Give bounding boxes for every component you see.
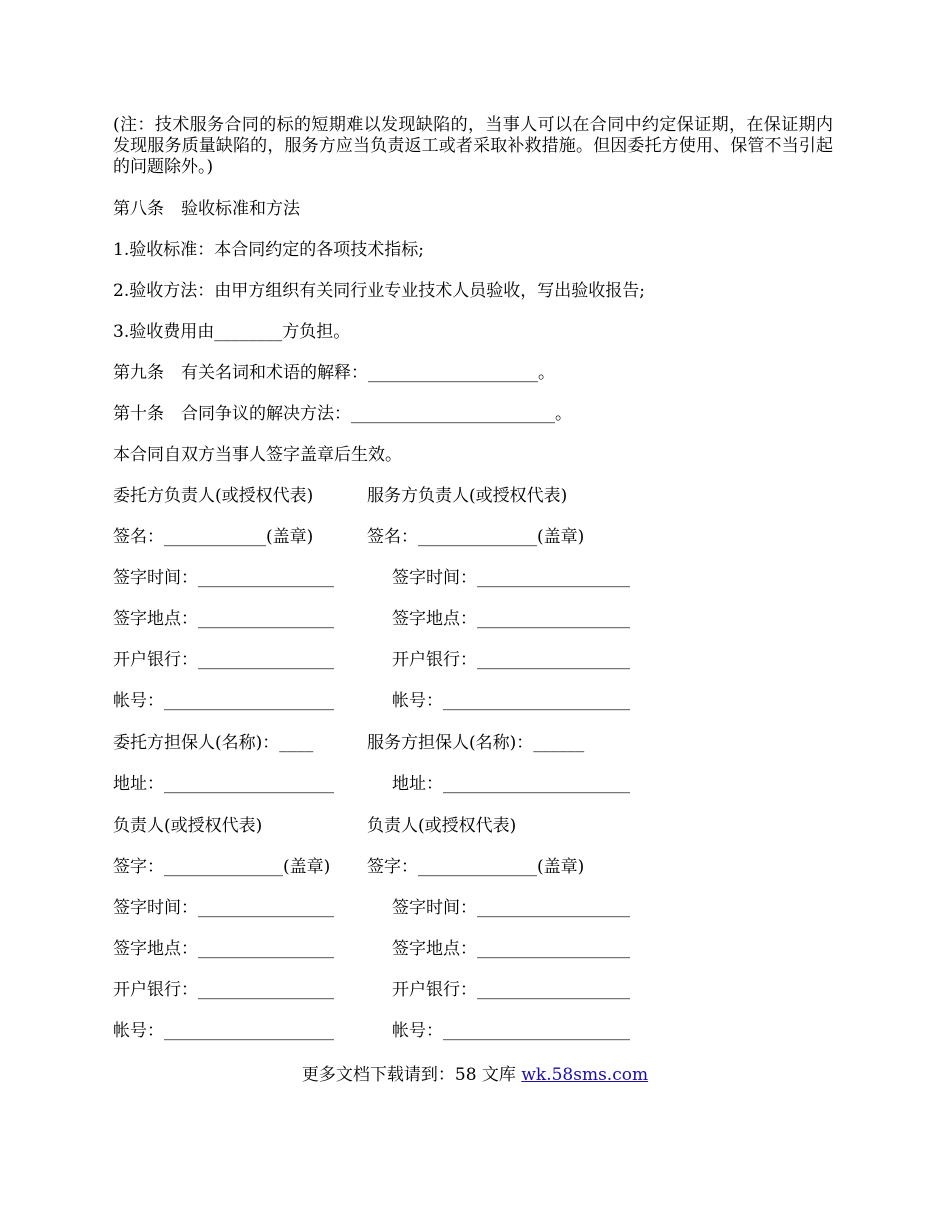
- provider-guarantor-rep: 负责人(或授权代表): [367, 816, 517, 836]
- client-signature-line: 签名：____________(盖章): [113, 527, 314, 547]
- article-8-item-3: 3.验收费用由________方负担。: [113, 322, 351, 342]
- provider-guarantor-sign: 签字：______________(盖章): [367, 857, 585, 877]
- article-8-item-2: 2.验收方法：由甲方组织有关同行业专业技术人员验收，写出验收报告;: [113, 281, 645, 301]
- provider-account: 帐号：______________________: [392, 691, 630, 711]
- client-sign-time: 签字时间：________________: [113, 568, 334, 588]
- provider-guarantor-heading: 服务方担保人(名称)：______: [367, 733, 585, 753]
- provider-sign-time: 签字时间：__________________: [392, 568, 630, 588]
- footer: [0, 1064, 950, 1086]
- provider-bank: 开户银行：__________________: [392, 650, 630, 670]
- provider-principal-heading: 服务方负责人(或授权代表): [367, 486, 568, 506]
- client-guarantor-sign-time: 签字时间：________________: [113, 898, 334, 918]
- footer-link[interactable]: wk.58sms.com: [521, 1065, 649, 1085]
- note-paragraph: (注：技术服务合同的标的短期难以发现缺陷的，当事人可以在合同中约定保证期，在保证期内发现服务质量缺陷的，服务方应当负责返工或者采取补救措施。但因委托方使用、保管不当引起的问题除外。): [113, 115, 833, 177]
- provider-guarantor-account: 帐号：______________________: [392, 1021, 630, 1041]
- provider-sign-place: 签字地点：__________________: [392, 609, 630, 629]
- provider-guarantor-sign-time: 签字时间：__________________: [392, 898, 630, 918]
- article-8-item-1: 1.验收标准：本合同约定的各项技术指标;: [113, 240, 424, 260]
- client-guarantor-rep: 负责人(或授权代表): [113, 816, 263, 836]
- client-guarantor-sign-place: 签字地点：________________: [113, 939, 334, 959]
- provider-guarantor-address: 地址：______________________: [392, 774, 630, 794]
- client-bank: 开户银行：________________: [113, 650, 334, 670]
- client-account: 帐号：____________________: [113, 691, 334, 711]
- footer-text: 更多文档下载请到：58 文库: [301, 1065, 522, 1085]
- client-principal-heading: 委托方负责人(或授权代表): [113, 486, 314, 506]
- client-guarantor-account: 帐号：____________________: [113, 1021, 334, 1041]
- article-8-heading: 第八条 验收标准和方法: [113, 199, 300, 219]
- article-9: 第九条 有关名词和术语的解释：____________________。: [113, 363, 555, 383]
- client-guarantor-heading: 委托方担保人(名称)：____: [113, 733, 314, 753]
- client-guarantor-bank: 开户银行：________________: [113, 980, 334, 1000]
- client-sign-place: 签字地点：________________: [113, 609, 334, 629]
- client-guarantor-address: 地址：____________________: [113, 774, 334, 794]
- provider-guarantor-sign-place: 签字地点：__________________: [392, 939, 630, 959]
- article-10: 第十条 合同争议的解决方法：________________________。: [113, 404, 572, 424]
- effective-clause: 本合同自双方当事人签字盖章后生效。: [113, 445, 402, 465]
- client-guarantor-sign: 签字：______________(盖章): [113, 857, 331, 877]
- provider-guarantor-bank: 开户银行：__________________: [392, 980, 630, 1000]
- provider-signature-line: 签名：______________(盖章): [367, 527, 585, 547]
